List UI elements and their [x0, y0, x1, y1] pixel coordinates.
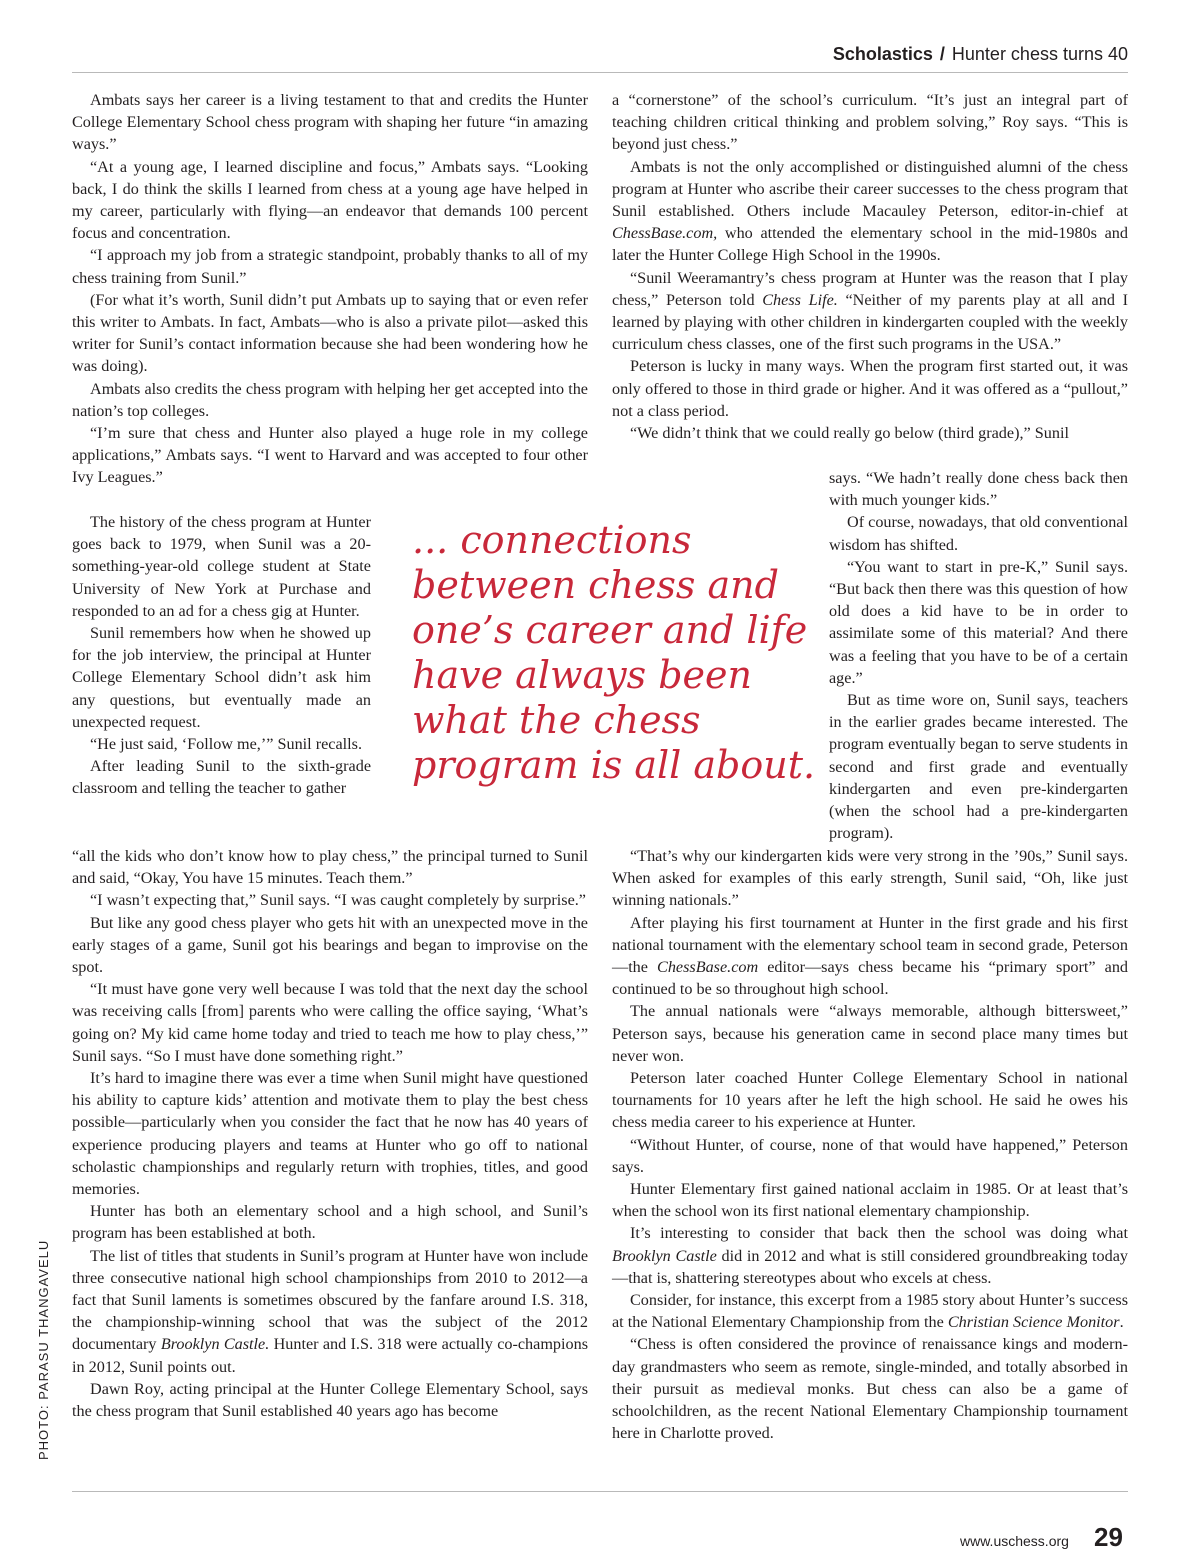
photo-credit: PHOTO: PARASU THANGAVELU [36, 1239, 51, 1460]
article-paragraph [829, 467, 1128, 511]
paragraph-text: Hunter and I.S. 318 were actually co-champions in 2012, Sunil points out. [72, 1335, 588, 1376]
article-paragraph: The history of the chess program at Hunter goes back to 1979, when Sunil was a 20-something-year-old college student at State University of New York at Purchase and responded to an ad for a chess gig at Hunter. [72, 513, 371, 620]
column-left-bottom [72, 845, 588, 1422]
paragraph-text: Consider, for instance, this excerpt from a 1985 story about Hunter’s success at the National Elementary Championship from the [612, 1291, 1128, 1332]
article-paragraph: Peterson later coached Hunter College Elementary School in national tournaments for 10 years after he left the high school. He said he owes his chess media career to his experience at Hunter. [612, 1069, 1128, 1132]
article-paragraph: Ambats says her career is a living testament to that and credits the Hunter College Elementary School chess program with shaping her future “in amazing ways.” [72, 91, 588, 154]
article-paragraph: Of course, nowadays, that old conventional wisdom has shifted. [829, 513, 1128, 554]
pull-quote: ... connections between chess and one’s career and life have always been what the chess program is all about. [412, 518, 816, 787]
running-header [833, 44, 1128, 65]
article-paragraph [612, 89, 1128, 156]
paragraph-text: did in 2012 and what is still considered groundbreaking today—that is, shattering stereotypes about who excels at chess. [612, 1246, 1128, 1287]
column-left-wrap [72, 511, 371, 800]
paragraph-text: The list of titles that students in Sunil’s program at Hunter have won include three consecutive national high school championships from 2010 to 2012—a fact that Sunil laments is sometimes obscured by the fanfare around I.S. 318, the championship-winning school that was the subject of the 2012 documentary [72, 1246, 588, 1354]
paragraph-text: After playing his first tournament at Hunter in the first grade and his first national tournament with the elementary school team in second grade, Peterson—the [612, 913, 1128, 977]
italic-title: Brooklyn Castle. [160, 1335, 270, 1354]
paragraph-text: “Neither of my parents play at all and I learned by playing with other children in kindergarten coupled with the weekly curriculum chess classes, one of the first such programs in the USA.” [612, 290, 1128, 354]
article-paragraph: But like any good chess player who gets hit with an unexpected move in the early stages of a game, Sunil got his bearings and began to improvise on the spot. [72, 913, 588, 977]
article-paragraph: Peterson is lucky in many ways. When the program first started out, it was only offered to those in third grade or higher. And it was offered as a “pullout,” not a class period. [612, 357, 1128, 420]
article-paragraph [612, 156, 1128, 267]
article-paragraph [612, 267, 1128, 356]
article-paragraph: “I’m sure that chess and Hunter also played a huge role in my college applications,” Ambats says. “I went to Harvard and was accepted to four other Ivy Leagues.” [72, 424, 588, 487]
article-paragraph: “all the kids who don’t know how to play chess,” the principal turned to Sunil and said, “Okay, You have 15 minutes. Teach them.” [72, 847, 588, 888]
article-paragraph: Sunil remembers how when he showed up for the job interview, the principal at Hunter College Elementary School didn’t ask him any questions, but eventually made an unexpected request. [72, 624, 371, 731]
column-right-bottom [612, 845, 1128, 1444]
paragraph-text: Ambats is not the only accomplished or distinguished alumni of the chess program at Hunter who ascribe their career successes to the chess program that Sunil established. Others include Macauley Peterson, editor-in-chief at [612, 157, 1128, 221]
article-paragraph: “You want to start in pre-K,” Sunil says. “But back then there was this question of how old does a kid have to be in order to assimilate some of this material? And there was a feeling that you have to be of a certain age.” [829, 557, 1128, 687]
column-right-top [612, 89, 1128, 444]
article-paragraph: (For what it’s worth, Sunil didn’t put Ambats up to saying that or even refer this writer to Ambats. In fact, Ambats—who is also a private pilot—asked this writer for Sunil’s contact information because she had been wondering how he was doing). [72, 290, 588, 376]
article-paragraph: “We didn’t think that we could really go below (third grade),” Sunil [630, 424, 1069, 443]
article-paragraph: “It must have gone very well because I was told that the next day the school was receiving calls [from] parents who were calling the office saying, ‘What’s going on? My kid came home today and tried to teach me how to play chess,’” Sunil says. “So I must have done something right.” [72, 980, 588, 1065]
paragraph-text: editor—says chess became his “primary sport” and continued to be so throughout high school. [612, 958, 1129, 999]
italic-title: Christian Science Monitor [947, 1313, 1120, 1332]
article-paragraph: Dawn Roy, acting principal at the Hunter College Elementary School, says the chess program that Sunil established 40 years ago has become [72, 1379, 588, 1421]
paragraph-text: who attended the elementary school in the mid-1980s and later the Hunter College High School in the 1990s. [612, 224, 1128, 265]
article-paragraph: The annual nationals were “always memorable, although bittersweet,” Peterson says, because his generation came in second place many times but never won. [612, 1002, 1128, 1065]
header-title: Hunter chess turns 40 [951, 44, 1128, 64]
paragraph-text: a “cornerstone” of the school’s curriculum. “It’s just an integral part of teaching children critical thinking and problem solving,” Roy says. “This is beyond just chess.” [612, 91, 1128, 154]
article-paragraph: “Without Hunter, of course, none of that would have happened,” Peterson says. [612, 1135, 1128, 1176]
article-paragraph: “I wasn’t expecting that,” Sunil says. “I was caught completely by surprise.” [90, 891, 586, 910]
footer-rule [72, 1491, 1128, 1492]
article-paragraph: “That’s why our kindergarten kids were very strong in the ’90s,” Sunil says. When asked for examples of this early strength, Sunil said, “Oh, like just winning nationals.” [612, 847, 1128, 910]
article-paragraph [612, 1222, 1128, 1289]
article-paragraph: “He just said, ‘Follow me,’” Sunil recalls. [90, 735, 362, 754]
article-paragraph [612, 1289, 1128, 1333]
italic-title: Chess Life. [762, 290, 838, 309]
header-separator: / [939, 44, 945, 64]
article-paragraph: Hunter has both an elementary school and a high school, and Sunil’s program has been established at both. [72, 1202, 588, 1243]
article-paragraph: Hunter Elementary first gained national acclaim in 1985. Or at least that’s when the school won its first national elementary championship. [612, 1180, 1128, 1221]
section-label: Scholastics [832, 44, 933, 64]
column-left-top [72, 89, 588, 489]
article-paragraph [72, 1245, 588, 1378]
article-paragraph: “I approach my job from a strategic standpoint, probably thanks to all of my chess training from Sunil.” [72, 246, 588, 287]
paragraph-text: says. “We hadn’t really done chess back then with much younger kids.” [829, 469, 1128, 510]
article-paragraph: After leading Sunil to the sixth-grade classroom and telling the teacher to gather [72, 757, 371, 798]
article-paragraph: “Chess is often considered the province of renaissance kings and modern-day grandmasters who seem as remote, single-minded, and totally absorbed in their pursuit as medieval monks. But chess can also be a game of schoolchildren, as the recent National Elementary Championship tournament here in Charlotte proved. [612, 1335, 1128, 1443]
article-paragraph: “At a young age, I learned discipline and focus,” Ambats says. “Looking back, I do think the skills I learned from chess at a young age have helped in my career, particularly with flying—an endeavor that demands 100 percent focus and concentration. [72, 157, 588, 243]
article-paragraph: It’s hard to imagine there was ever a time when Sunil might have questioned his ability to capture kids’ attention and motivate them to play the best chess possible—particularly when you consider the fact that he now has 40 years of experience producing players and teams at Hunter who go off to national scholastic championships and regularly return with trophies, titles, and good memories. [72, 1069, 588, 1199]
header-rule [72, 72, 1128, 73]
italic-title: Brooklyn Castle [612, 1246, 717, 1265]
paragraph-text: “Sunil Weeramantry’s chess program at Hunter was the reason that I play chess,” Peterson told [612, 268, 1128, 309]
paragraph-text: It’s interesting to consider that back then the school was doing what [630, 1224, 1128, 1243]
article-paragraph [612, 912, 1128, 1001]
page-number: 29 [1094, 1522, 1123, 1552]
paragraph-text: . [1119, 1313, 1124, 1332]
article-paragraph: Ambats also credits the chess program with helping her get accepted into the nation’s top colleges. [72, 379, 588, 420]
italic-title: ChessBase.com [657, 958, 759, 977]
column-right-wrap [829, 467, 1128, 844]
footer-url: www.uschess.org [960, 1533, 1069, 1549]
article-paragraph: But as time wore on, Sunil says, teachers in the earlier grades became interested. The program eventually began to serve students in second and first grade and eventually kindergarten and even pre-kindergarten (when the school had a pre-kindergarten program). [829, 691, 1128, 843]
italic-title: ChessBase.com, [612, 224, 718, 243]
